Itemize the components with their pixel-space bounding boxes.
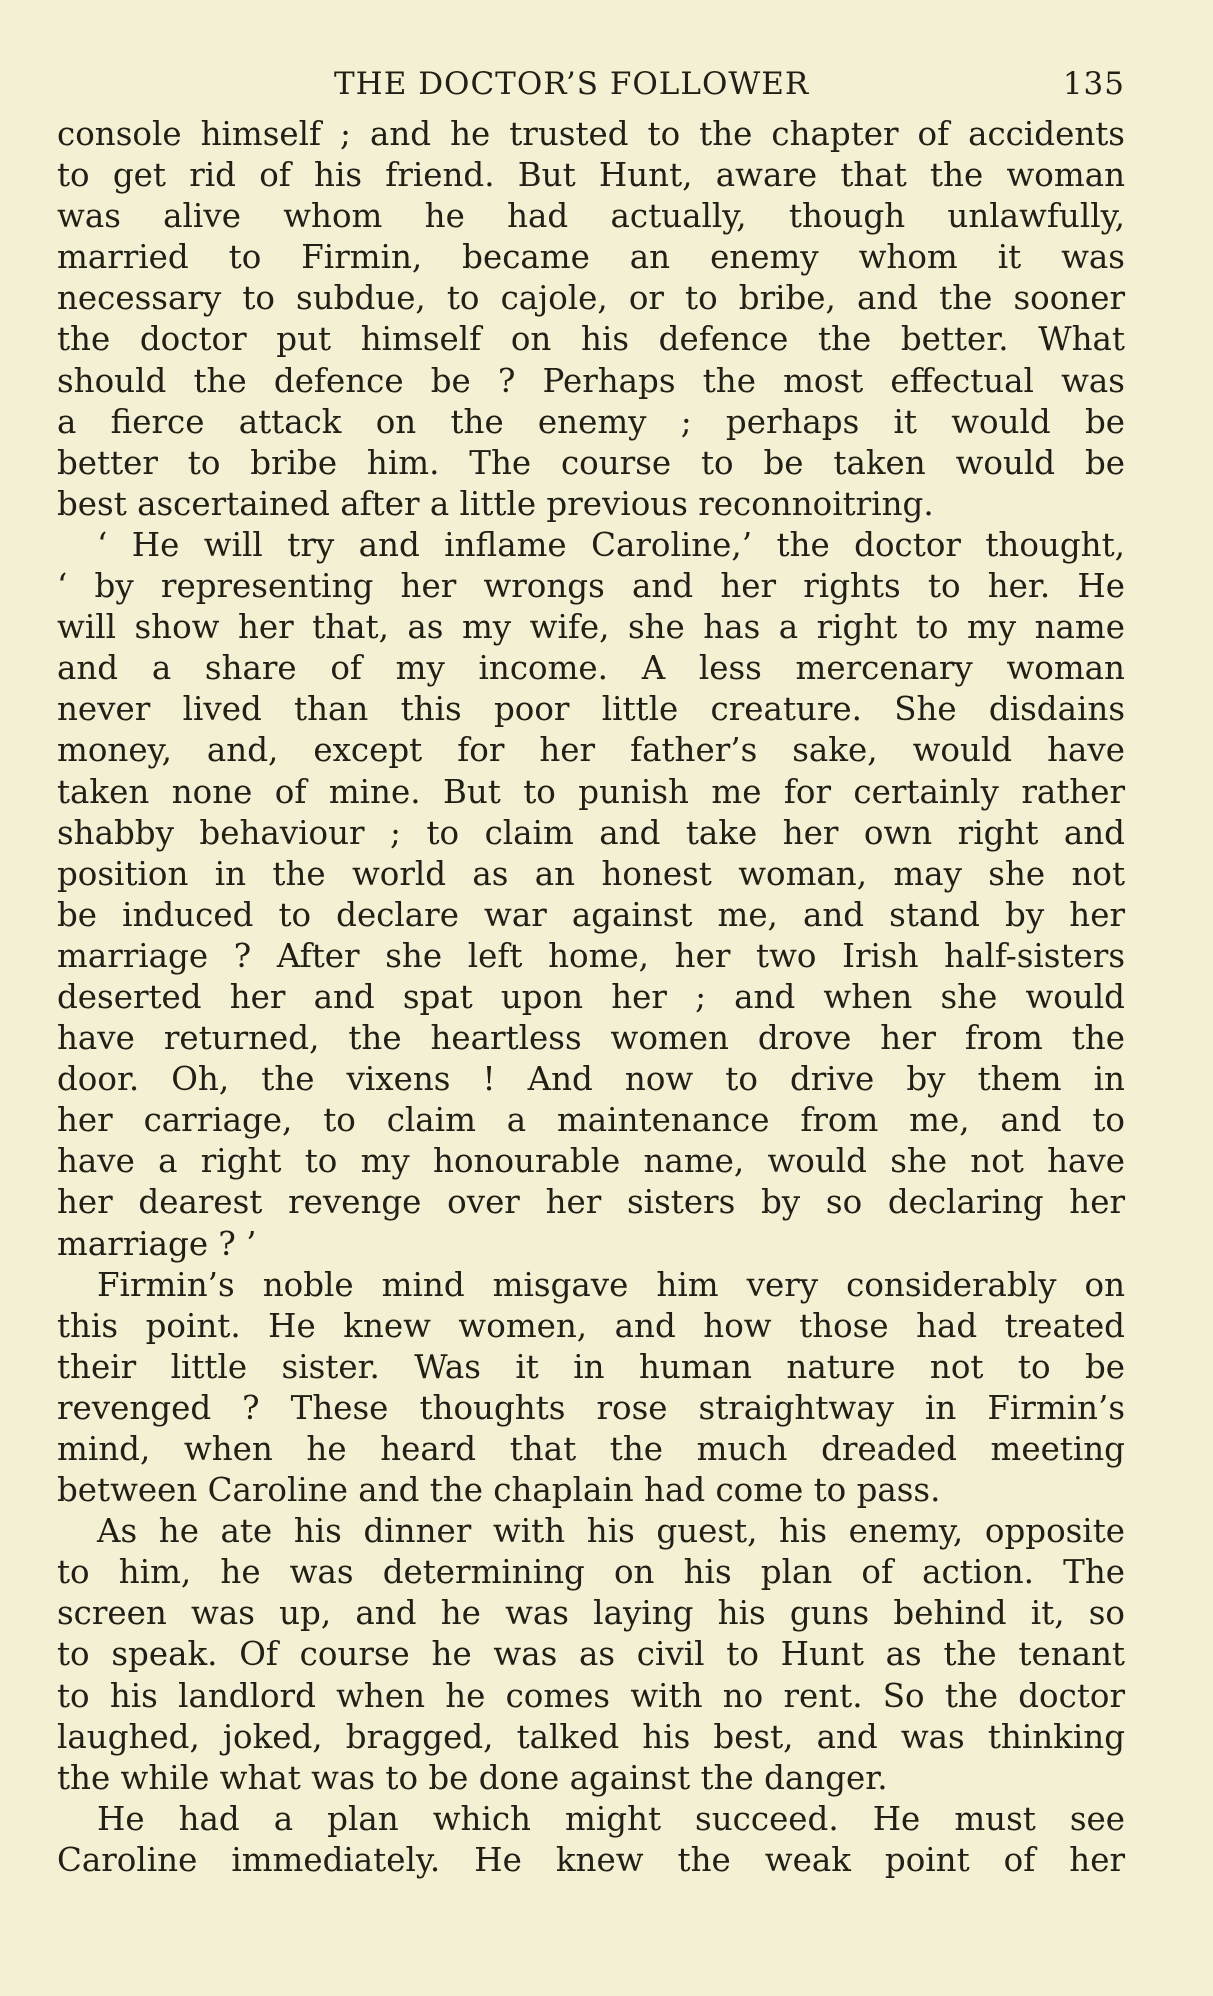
text-line: mind, when he heard that the much dreaded meeting xyxy=(57,1430,1125,1468)
text-line: deserted her and spat upon her ; and when she would xyxy=(57,977,1125,1016)
text-line: laughed, joked, bragged, talked his best, and was thinking xyxy=(57,1717,1125,1756)
text-line: best ascertained after a little previous reconnoitring. xyxy=(57,484,934,523)
text-line: Firmin’s noble mind misgave him very considerably on xyxy=(97,1265,1125,1304)
text-line: console himself ; and he trusted to the chapter of accidents xyxy=(57,115,1125,153)
text-line: necessary to subdue, to cajole, or to bribe, and the sooner xyxy=(57,279,1125,318)
text-line: money, and, except for her father’s sake, would have xyxy=(57,731,1125,770)
text-line: a fierce attack on the enemy ; perhaps it would be xyxy=(57,402,1125,441)
text-line: taken none of mine. But to punish me for certainly rather xyxy=(57,772,1125,811)
running-head: THE DOCTOR’S FOLLOWER xyxy=(334,66,810,102)
text-line: door. Oh, the vixens ! And now to drive by them in xyxy=(57,1060,1125,1099)
text-line: ‘ He will try and inflame Caroline,’ the doctor thought, xyxy=(97,525,1125,564)
text-line: will show her that, as my wife, she has a right to my name xyxy=(57,608,1125,647)
body-text xyxy=(57,114,1125,1881)
text-line: marriage ? ’ xyxy=(57,1224,257,1263)
text-line: never lived than this poor little creature. She disdains xyxy=(57,690,1125,729)
text-line: to get rid of his friend. But Hunt, aware that the woman xyxy=(57,156,1125,195)
text-line: have a right to my honourable name, would she not have xyxy=(57,1142,1125,1181)
text-line: to speak. Of course he was as civil to Hunt as the tenant xyxy=(57,1635,1125,1674)
text-line: was alive whom he had actually, though unlawfully, xyxy=(57,197,1125,236)
page-number: 135 xyxy=(1062,66,1125,102)
text-line: revenged ? These thoughts rose straightway in Firmin’s xyxy=(57,1388,1125,1427)
text-line: Caroline immediately. He knew the weak point of her xyxy=(57,1840,1125,1879)
text-line: be induced to declare war against me, and stand by her xyxy=(57,895,1125,934)
text-line: her dearest revenge over her sisters by so declaring her xyxy=(57,1183,1125,1222)
text-line: her carriage, to claim a maintenance from me, and to xyxy=(57,1101,1125,1140)
text-line: and a share of my income. A less mercenary woman xyxy=(57,649,1125,688)
text-line: the doctor put himself on his defence the better. What xyxy=(57,320,1125,359)
text-line: to him, he was determining on his plan of action. The xyxy=(57,1553,1125,1592)
text-line: position in the world as an honest woman, may she not xyxy=(57,854,1125,893)
text-line: to his landlord when he comes with no rent. So the doctor xyxy=(57,1676,1125,1715)
text-line: better to bribe him. The course to be taken would be xyxy=(57,443,1125,482)
text-line: As he ate his dinner with his guest, his enemy, opposite xyxy=(97,1512,1125,1551)
text-line: marriage ? After she left home, her two Irish half-sisters xyxy=(57,936,1125,975)
text-line: married to Firmin, became an enemy whom it was xyxy=(57,238,1125,277)
page-header xyxy=(57,66,1125,114)
text-line: should the defence be ? Perhaps the most effectual was xyxy=(57,361,1125,400)
text-line: ‘ by representing her wrongs and her rights to her. He xyxy=(57,567,1125,606)
text-line: shabby behaviour ; to claim and take her own right and xyxy=(57,813,1125,852)
text-line: their little sister. Was it in human nature not to be xyxy=(57,1347,1125,1386)
text-line: this point. He knew women, and how those had treated xyxy=(57,1306,1125,1345)
text-line: He had a plan which might succeed. He must see xyxy=(97,1799,1125,1838)
text-line: have returned, the heartless women drove her from the xyxy=(57,1019,1125,1058)
text-line: the while what was to be done against the danger. xyxy=(57,1758,888,1797)
text-line: between Caroline and the chaplain had come to pass. xyxy=(57,1471,941,1510)
text-line: screen was up, and he was laying his guns behind it, so xyxy=(57,1594,1125,1633)
